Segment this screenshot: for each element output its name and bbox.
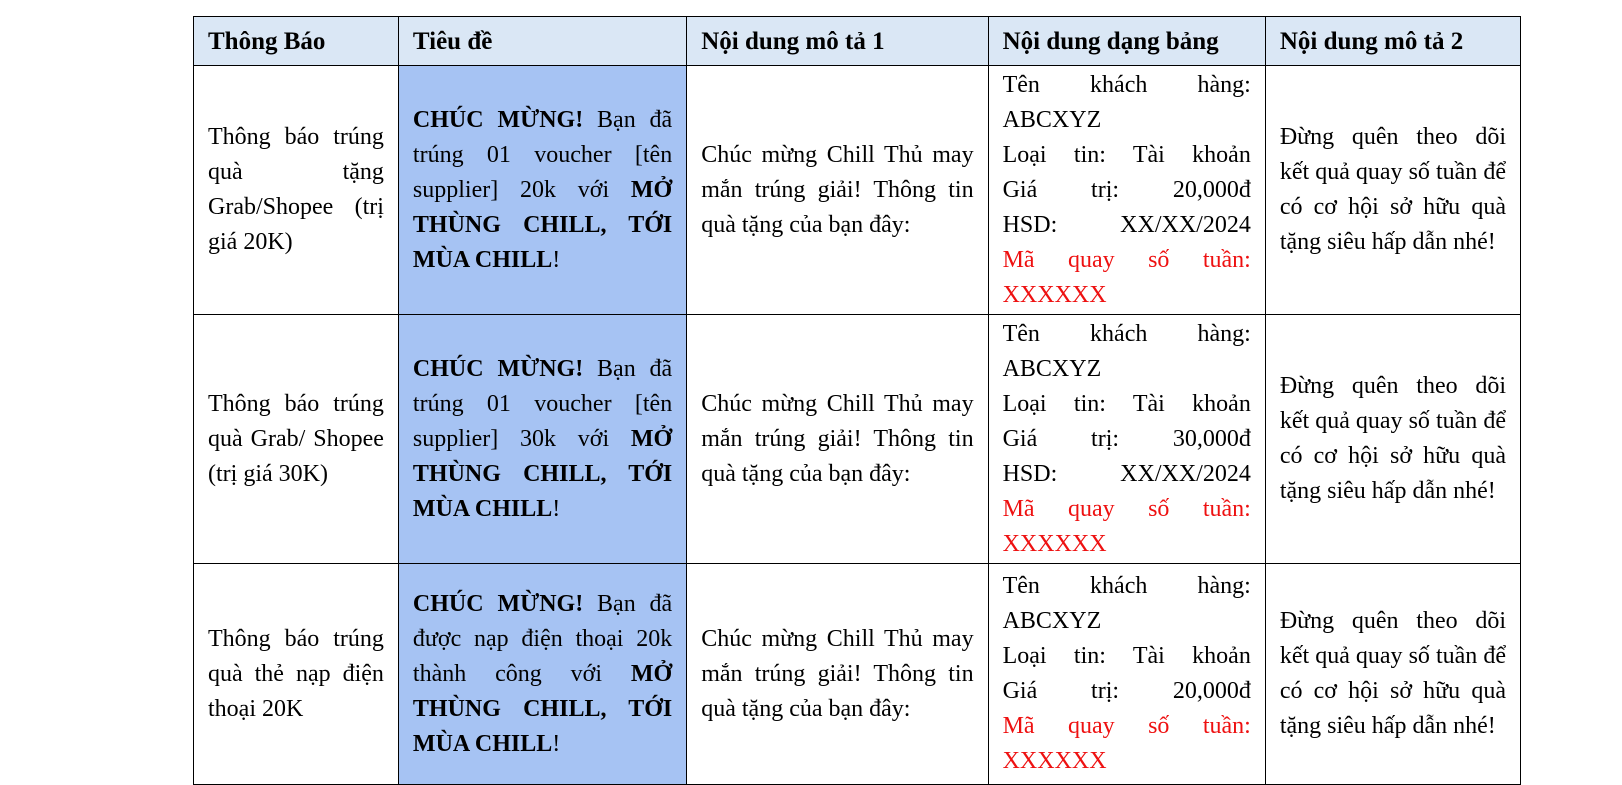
notice-cell: Thông báo trúng quà Grab/ Shopee (trị giá 30K) (194, 315, 399, 564)
customer-label: Tên khách hàng: (1002, 573, 1251, 599)
message-type: Loại tin: Tài khoản (1002, 141, 1251, 168)
code-value: XXXXXX (1002, 748, 1107, 774)
code-label: Mã quay số tuần: (1002, 495, 1251, 522)
title-tail: ! (552, 246, 561, 273)
title-middle: Bạn đã trúng 01 voucher [tên supplier] 20k với (412, 106, 673, 203)
header-title: Tiêu đề (398, 17, 686, 66)
title-campaign: MỞ THÙNG CHILL, TỚI MÙA CHILL (412, 176, 673, 273)
header-desc1: Nội dung mô tả 1 (687, 17, 988, 66)
title-campaign: MỞ THÙNG CHILL, TỚI MÙA CHILL (412, 425, 673, 522)
title-middle: Bạn đã được nạp điện thoại 20k thành công với (412, 590, 673, 687)
customer-value: ABCXYZ (1002, 106, 1102, 133)
title-tail: ! (552, 730, 561, 757)
expiry-date: HSD: XX/XX/2024 (1002, 460, 1251, 487)
header-desc2: Nội dung mô tả 2 (1265, 17, 1520, 66)
title-cell (398, 66, 686, 315)
gift-value: Giá trị: 20,000đ (1002, 678, 1251, 704)
title-lead: CHÚC MỪNG! (412, 590, 584, 617)
code-label: Mã quay số tuần: (1002, 246, 1251, 273)
header-notice: Thông Báo (194, 17, 399, 66)
title-cell (398, 564, 686, 785)
header-row (194, 17, 1521, 66)
desc1-cell: Chúc mừng Chill Thủ may mắn trúng giải! Thông tin quà tặng của bạn đây: (687, 315, 988, 564)
desc1-cell: Chúc mừng Chill Thủ may mắn trúng giải! Thông tin quà tặng của bạn đây: (687, 66, 988, 315)
notice-cell: Thông báo trúng quà tặng Grab/Shopee (trị giá 20K) (194, 66, 399, 315)
message-type: Loại tin: Tài khoản (1002, 390, 1251, 417)
customer-value: ABCXYZ (1002, 608, 1102, 634)
gift-value: Giá trị: 20,000đ (1002, 176, 1251, 203)
title-campaign: MỞ THÙNG CHILL, TỚI MÙA CHILL (412, 660, 673, 757)
customer-label: Tên khách hàng: (1002, 320, 1251, 347)
customer-value: ABCXYZ (1002, 355, 1102, 382)
expiry-date: HSD: XX/XX/2024 (1002, 211, 1251, 238)
desc2-cell: Đừng quên theo dõi kết quả quay số tuần để có cơ hội sở hữu quà tặng siêu hấp dẫn nhé! (1265, 66, 1520, 315)
title-cell (398, 315, 686, 564)
title-tail: ! (552, 495, 561, 522)
table-row (194, 564, 1521, 785)
notice-cell: Thông báo trúng quà thẻ nạp điện thoại 20K (194, 564, 399, 785)
notification-table (193, 16, 1521, 785)
details-cell (988, 564, 1265, 785)
code-value: XXXXXX (1002, 530, 1107, 557)
message-type: Loại tin: Tài khoản (1002, 643, 1251, 669)
customer-label: Tên khách hàng: (1002, 71, 1251, 98)
gift-value: Giá trị: 30,000đ (1002, 425, 1251, 452)
desc2-cell: Đừng quên theo dõi kết quả quay số tuần để có cơ hội sở hữu quà tặng siêu hấp dẫn nhé! (1265, 564, 1520, 785)
desc2-cell: Đừng quên theo dõi kết quả quay số tuần để có cơ hội sở hữu quà tặng siêu hấp dẫn nhé! (1265, 315, 1520, 564)
table-row (194, 315, 1521, 564)
title-middle: Bạn đã trúng 01 voucher [tên supplier] 30k với (412, 355, 673, 452)
details-cell (988, 66, 1265, 315)
details-cell (988, 315, 1265, 564)
desc1-cell: Chúc mừng Chill Thủ may mắn trúng giải! Thông tin quà tặng của bạn đây: (687, 564, 988, 785)
table-row (194, 66, 1521, 315)
header-details: Nội dung dạng bảng (988, 17, 1265, 66)
title-lead: CHÚC MỪNG! (412, 106, 584, 133)
code-label: Mã quay số tuần: (1002, 713, 1251, 739)
title-lead: CHÚC MỪNG! (412, 355, 584, 382)
code-value: XXXXXX (1002, 281, 1107, 308)
